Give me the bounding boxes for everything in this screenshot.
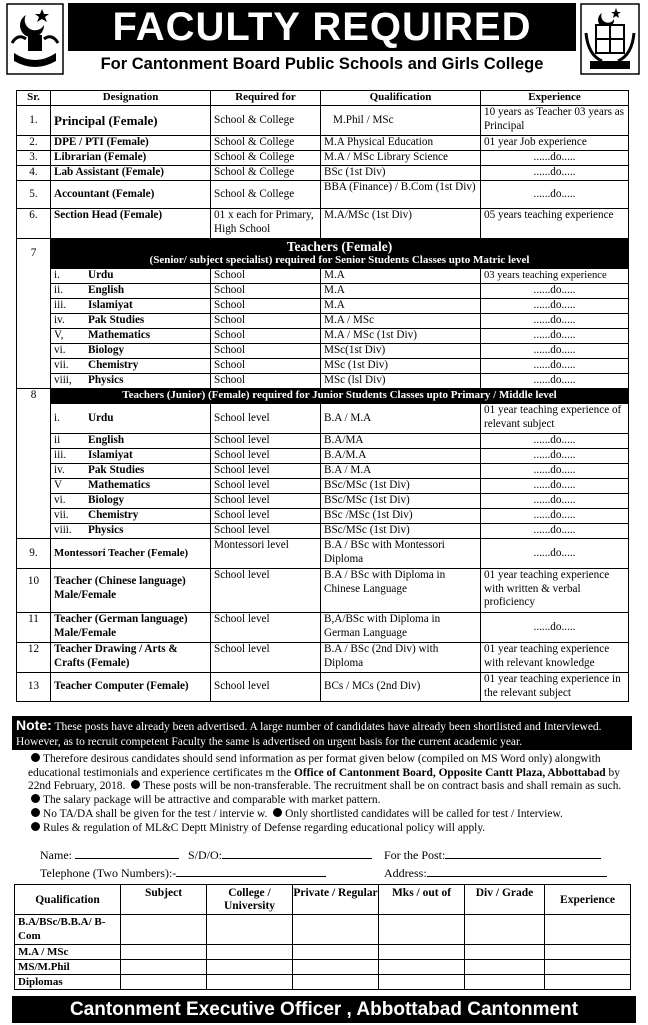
row-designation: Librarian (Female) bbox=[51, 151, 211, 166]
address-label: Address: bbox=[384, 866, 427, 880]
table-row bbox=[17, 209, 629, 239]
qual-cell[interactable] bbox=[545, 960, 631, 975]
subject-number: iii. bbox=[54, 449, 67, 461]
table-row bbox=[17, 464, 629, 479]
row-sr: 4. bbox=[17, 166, 51, 181]
qual-header-private-regular: Private / Regular bbox=[293, 885, 379, 915]
row-required-for: School level bbox=[211, 434, 321, 449]
qual-cell[interactable] bbox=[207, 945, 293, 960]
subject-number: iii. bbox=[54, 299, 67, 311]
qual-cell[interactable] bbox=[207, 960, 293, 975]
qual-cell[interactable] bbox=[465, 915, 545, 945]
row-qualification: BBA (Finance) / B.Com (1st Div) bbox=[321, 181, 481, 209]
table-row bbox=[17, 166, 629, 181]
row-qualification: B.A / BSc with Montessori Diploma bbox=[321, 539, 481, 569]
subject-cell bbox=[51, 359, 211, 374]
subject-number: iv. bbox=[54, 464, 65, 476]
row-qualification: M.A bbox=[321, 299, 481, 314]
row-designation: Montessori Teacher (Female) bbox=[51, 539, 211, 569]
subject-name: Chemistry bbox=[88, 359, 139, 371]
header-experience: Experience bbox=[481, 91, 629, 106]
subject-cell bbox=[51, 524, 211, 539]
note-label: Note: bbox=[16, 717, 52, 733]
row-experience: ......do..... bbox=[481, 464, 629, 479]
qual-row bbox=[15, 975, 631, 990]
bullet-icon bbox=[31, 822, 40, 831]
qual-header-qualification: Qualification bbox=[15, 885, 121, 915]
row-experience: ......do..... bbox=[481, 374, 629, 389]
row-experience: 03 years teaching experience bbox=[481, 269, 629, 284]
row-required-for: School bbox=[211, 329, 321, 344]
row-experience: ......do..... bbox=[481, 509, 629, 524]
qual-row-label: Diplomas bbox=[15, 975, 121, 990]
row-experience: ......do..... bbox=[481, 329, 629, 344]
name-field[interactable] bbox=[40, 848, 179, 863]
row-required-for: 01 x each for Primary, High School bbox=[211, 209, 321, 239]
row-qualification: M.A bbox=[321, 269, 481, 284]
qual-cell[interactable] bbox=[379, 915, 465, 945]
row-required-for: School & College bbox=[211, 166, 321, 181]
row-experience: ......do..... bbox=[481, 479, 629, 494]
subject-cell bbox=[51, 509, 211, 524]
row-experience: ......do..... bbox=[481, 166, 629, 181]
page-subtitle: For Cantonment Board Public Schools and Girls College bbox=[100, 55, 544, 73]
qual-cell[interactable] bbox=[293, 975, 379, 990]
office-address: Office of Cantonment Board, Opposite Cantt Plaza, Abbottabad bbox=[293, 766, 606, 779]
qual-cell[interactable] bbox=[465, 960, 545, 975]
row-sr: 6. bbox=[17, 209, 51, 239]
bullet-icon bbox=[31, 808, 40, 817]
subject-cell bbox=[51, 329, 211, 344]
instructions bbox=[28, 753, 628, 835]
subject-name: Islamiyat bbox=[88, 449, 133, 461]
page-title: FACULTY REQUIRED bbox=[68, 3, 576, 51]
row-qualification: B.A / BSc with Diploma in Chinese Language bbox=[321, 569, 481, 613]
row-qualification: M.Phil / MSc bbox=[321, 106, 481, 136]
subject-number: vii. bbox=[54, 359, 69, 371]
table-row bbox=[17, 106, 629, 136]
table-row bbox=[17, 613, 629, 643]
table-row bbox=[17, 673, 629, 702]
qual-cell[interactable] bbox=[121, 915, 207, 945]
table-row bbox=[17, 404, 629, 434]
note-box bbox=[12, 716, 632, 750]
qual-cell[interactable] bbox=[545, 945, 631, 960]
qualification-table bbox=[14, 884, 631, 990]
section-7-header bbox=[17, 239, 629, 269]
sdo-field[interactable] bbox=[188, 848, 372, 863]
table-row bbox=[17, 524, 629, 539]
qual-cell[interactable] bbox=[465, 975, 545, 990]
instruction-text: The salary package will be attractive and comparable with market pattern. bbox=[43, 794, 381, 807]
qual-cell[interactable] bbox=[121, 945, 207, 960]
instruction-text: Only shortlisted candidates will be called for test / Interview. bbox=[285, 807, 563, 820]
row-experience: 01 year teaching experience of relevant subject bbox=[481, 404, 629, 434]
subject-number: vii. bbox=[54, 509, 69, 521]
row-experience: ......do..... bbox=[481, 524, 629, 539]
row-sr: 5. bbox=[17, 181, 51, 209]
table-row bbox=[17, 284, 629, 299]
subject-number: viii, bbox=[54, 374, 72, 386]
row-experience: ......do..... bbox=[481, 284, 629, 299]
telephone-line[interactable] bbox=[176, 866, 326, 877]
row-sr: 8 bbox=[17, 389, 51, 539]
subject-cell bbox=[51, 494, 211, 509]
address-field[interactable] bbox=[384, 866, 607, 881]
bullet-icon bbox=[31, 753, 40, 762]
row-qualification: MSc (1st Div) bbox=[321, 359, 481, 374]
row-qualification: M.A/MSc (1st Div) bbox=[321, 209, 481, 239]
subject-number: iv. bbox=[54, 314, 65, 326]
table-row bbox=[17, 136, 629, 151]
subject-cell bbox=[51, 464, 211, 479]
row-experience: 01 year teaching experience with relevant knowledge bbox=[481, 643, 629, 673]
row-qualification: B.A / BSc (2nd Div) with Diploma bbox=[321, 643, 481, 673]
subject-number: i. bbox=[54, 269, 60, 281]
subject-number: vi. bbox=[54, 344, 66, 356]
row-required-for: School bbox=[211, 269, 321, 284]
subject-number: V bbox=[54, 479, 63, 491]
subject-cell bbox=[51, 404, 211, 434]
qual-cell[interactable] bbox=[379, 975, 465, 990]
table-row bbox=[17, 344, 629, 359]
row-required-for: School bbox=[211, 374, 321, 389]
row-designation: Accountant (Female) bbox=[51, 181, 211, 209]
table-row bbox=[17, 434, 629, 449]
row-required-for: School level bbox=[211, 479, 321, 494]
subject-cell bbox=[51, 374, 211, 389]
qual-header-experience: Experience bbox=[545, 885, 631, 915]
row-sr: 10 bbox=[17, 569, 51, 613]
subject-name: Islamiyat bbox=[88, 299, 133, 311]
table-row bbox=[17, 569, 629, 613]
row-required-for: School bbox=[211, 359, 321, 374]
row-experience: 10 years as Teacher 03 years as Principal bbox=[481, 106, 629, 136]
section-8-title bbox=[51, 389, 629, 404]
subject-name: Mathematics bbox=[88, 479, 151, 491]
row-experience: ......do..... bbox=[481, 344, 629, 359]
row-experience: 05 years teaching experience bbox=[481, 209, 629, 239]
subject-number: viii. bbox=[54, 524, 72, 536]
qual-row-label: M.A / MSc bbox=[15, 945, 121, 960]
subject-number: vi. bbox=[54, 494, 66, 506]
row-required-for: Montessori level bbox=[211, 539, 321, 569]
address-line[interactable] bbox=[427, 866, 607, 877]
row-required-for: School level bbox=[211, 643, 321, 673]
sdo-label: S/D/O: bbox=[188, 848, 223, 862]
section-7-title bbox=[51, 239, 629, 269]
header-designation: Designation bbox=[51, 91, 211, 106]
subject-cell bbox=[51, 314, 211, 329]
qual-header-row bbox=[15, 885, 631, 915]
subject-cell bbox=[51, 434, 211, 449]
table-row bbox=[17, 509, 629, 524]
qual-cell[interactable] bbox=[293, 960, 379, 975]
subject-number: V, bbox=[54, 329, 64, 341]
deadline-text: by 22nd February, 2018. bbox=[28, 766, 620, 793]
row-required-for: School bbox=[211, 344, 321, 359]
row-required-for: School & College bbox=[211, 106, 321, 136]
subject-cell bbox=[51, 344, 211, 359]
table-row bbox=[17, 329, 629, 344]
qual-cell[interactable] bbox=[465, 945, 545, 960]
subject-cell bbox=[51, 284, 211, 299]
subject-name: Urdu bbox=[88, 269, 114, 281]
row-experience: 01 year Job experience bbox=[481, 136, 629, 151]
row-sr: 9. bbox=[17, 539, 51, 569]
qual-header-marks: Mks / out of bbox=[379, 885, 465, 915]
table-row bbox=[17, 151, 629, 166]
row-qualification: BSc/MSc (1st Div) bbox=[321, 494, 481, 509]
row-qualification: BSc /MSc (1st Div) bbox=[321, 509, 481, 524]
qual-cell[interactable] bbox=[121, 975, 207, 990]
name-line[interactable] bbox=[75, 848, 179, 859]
row-required-for: School & College bbox=[211, 181, 321, 209]
subject-cell bbox=[51, 269, 211, 284]
qual-cell[interactable] bbox=[207, 915, 293, 945]
row-qualification: B.A / M.A bbox=[321, 464, 481, 479]
row-required-for: School bbox=[211, 314, 321, 329]
subject-cell bbox=[51, 479, 211, 494]
post-label: For the Post: bbox=[384, 848, 446, 862]
instruction-text: No TA/DA shall be given for the test / intervie w. bbox=[43, 807, 271, 820]
row-required-for: School level bbox=[211, 569, 321, 613]
subject-name: Urdu bbox=[88, 411, 114, 424]
row-experience: ......do..... bbox=[481, 359, 629, 374]
table-row bbox=[17, 643, 629, 673]
sdo-line[interactable] bbox=[222, 848, 372, 859]
qual-row-label: B.A/BSc/B.B.A/ B-Com bbox=[15, 915, 121, 945]
row-qualification: M.A bbox=[321, 284, 481, 299]
note-text: These posts have already been advertised. A large number of candidates have already been shortlisted and Interviewed. However, as to recruit competent Faculty the same is advertised on urgent basis for the current academic year. bbox=[16, 721, 602, 748]
row-qualification: MSc (lsl Div) bbox=[321, 374, 481, 389]
row-qualification: BSc/MSc (1st Div) bbox=[321, 524, 481, 539]
row-designation: Principal (Female) bbox=[51, 106, 211, 136]
row-sr: 7 bbox=[17, 239, 51, 389]
table-row bbox=[17, 359, 629, 374]
section-7-subheading: (Senior/ subject specialist) required for Senior Students Classes upto Matric level bbox=[149, 254, 530, 266]
row-designation: Teacher (German language) Male/Female bbox=[51, 613, 211, 643]
row-qualification: M.A / MSc Library Science bbox=[321, 151, 481, 166]
row-sr: 3. bbox=[17, 151, 51, 166]
row-required-for: School & College bbox=[211, 151, 321, 166]
post-field[interactable] bbox=[384, 848, 601, 863]
row-qualification: BSc/MSc (1st Div) bbox=[321, 479, 481, 494]
subject-name: Physics bbox=[88, 374, 124, 386]
subject-number: ii. bbox=[54, 284, 64, 296]
post-line[interactable] bbox=[445, 848, 601, 859]
row-experience: 01 year teaching experience with written & verbal proficiency bbox=[481, 569, 629, 613]
row-qualification: B.A/M.A bbox=[321, 449, 481, 464]
subject-name: English bbox=[88, 284, 125, 296]
qual-row-label: MS/M.Phil bbox=[15, 960, 121, 975]
header-sr: Sr. bbox=[17, 91, 51, 106]
row-required-for: School bbox=[211, 299, 321, 314]
header-required-for: Required for bbox=[211, 91, 321, 106]
bullet-icon bbox=[273, 808, 282, 817]
bullet-icon bbox=[131, 780, 140, 789]
state-emblem-icon bbox=[580, 3, 640, 75]
row-experience: ......do..... bbox=[481, 314, 629, 329]
row-designation: Section Head (Female) bbox=[51, 209, 211, 239]
row-experience: 01 year teaching experience in the relevant subject bbox=[481, 673, 629, 702]
header bbox=[0, 0, 648, 82]
subject-number: i. bbox=[54, 411, 60, 424]
section-8-header bbox=[17, 389, 629, 404]
subject-name: Pak Studies bbox=[88, 314, 145, 326]
subject-name: Pak Studies bbox=[88, 464, 145, 476]
subject-cell bbox=[51, 449, 211, 464]
table-row bbox=[17, 479, 629, 494]
instruction-text: Therefore desirous candidates should send information as per format given below (compiled on MS Word only) alongwith educational testimonials and experience certificates m the bbox=[28, 753, 601, 779]
table-row bbox=[17, 374, 629, 389]
footer-signature: Cantonment Executive Officer , Abbottabad Cantonment bbox=[12, 996, 636, 1023]
telephone-field[interactable] bbox=[40, 866, 326, 881]
instruction-text: Rules & regulation of ML&C Deptt Ministry of Defense regarding educational policy will apply. bbox=[43, 821, 486, 834]
row-qualification: B,A/BSc with Diploma in German Language bbox=[321, 613, 481, 643]
row-qualification: B.A/MA bbox=[321, 434, 481, 449]
row-required-for: School level bbox=[211, 673, 321, 702]
row-designation: Teacher Drawing / Arts & Crafts (Female) bbox=[51, 643, 211, 673]
qual-header-subject: Subject bbox=[121, 885, 207, 915]
subject-number: ii bbox=[54, 434, 61, 446]
header-qualification: Qualification bbox=[321, 91, 481, 106]
row-experience: ......do..... bbox=[481, 539, 629, 569]
qual-cell[interactable] bbox=[545, 915, 631, 945]
row-sr: 12 bbox=[17, 643, 51, 673]
row-experience: ......do..... bbox=[481, 181, 629, 209]
row-required-for: School bbox=[211, 284, 321, 299]
section-7-heading: Teachers (Female) bbox=[286, 239, 393, 254]
table-row bbox=[17, 314, 629, 329]
row-experience: ......do..... bbox=[481, 299, 629, 314]
subject-name: English bbox=[88, 434, 125, 446]
row-qualification: BCs / MCs (2nd Div) bbox=[321, 673, 481, 702]
qual-cell[interactable] bbox=[379, 945, 465, 960]
row-designation: Teacher Computer (Female) bbox=[51, 673, 211, 702]
positions-table bbox=[16, 90, 629, 702]
table-row bbox=[17, 181, 629, 209]
row-required-for: School & College bbox=[211, 136, 321, 151]
subject-name: Biology bbox=[88, 494, 125, 506]
subject-name: Mathematics bbox=[88, 329, 151, 341]
bullet-icon bbox=[31, 794, 40, 803]
row-qualification: B.A / M.A bbox=[321, 404, 481, 434]
row-required-for: School level bbox=[211, 524, 321, 539]
qual-cell[interactable] bbox=[379, 960, 465, 975]
subject-name: Chemistry bbox=[88, 509, 139, 521]
qual-cell[interactable] bbox=[121, 960, 207, 975]
qual-cell[interactable] bbox=[293, 945, 379, 960]
table-header-row bbox=[17, 91, 629, 106]
row-sr: 11 bbox=[17, 613, 51, 643]
subject-cell bbox=[51, 299, 211, 314]
row-sr: 13 bbox=[17, 673, 51, 702]
crescent-star-emblem-icon bbox=[6, 3, 64, 75]
telephone-label: Telephone (Two Numbers):- bbox=[40, 866, 177, 880]
qual-header-college: College / University bbox=[207, 885, 293, 915]
row-qualification: M.A / MSc (1st Div) bbox=[321, 329, 481, 344]
row-sr: 2. bbox=[17, 136, 51, 151]
row-required-for: School level bbox=[211, 404, 321, 434]
row-experience: ......do..... bbox=[481, 494, 629, 509]
row-qualification: BSc (1st Div) bbox=[321, 166, 481, 181]
row-sr: 1. bbox=[17, 106, 51, 136]
table-row bbox=[17, 269, 629, 284]
qual-row bbox=[15, 945, 631, 960]
row-designation: DPE / PTI (Female) bbox=[51, 136, 211, 151]
table-row bbox=[17, 494, 629, 509]
row-designation: Lab Assistant (Female) bbox=[51, 166, 211, 181]
row-experience: ......do..... bbox=[481, 449, 629, 464]
qual-row bbox=[15, 960, 631, 975]
row-qualification: MSc(1st Div) bbox=[321, 344, 481, 359]
row-designation: Teacher (Chinese language) Male/Female bbox=[51, 569, 211, 613]
name-label: Name: bbox=[40, 848, 72, 862]
row-qualification: M.A / MSc bbox=[321, 314, 481, 329]
row-experience: ......do..... bbox=[481, 151, 629, 166]
subject-name: Biology bbox=[88, 344, 125, 356]
table-row bbox=[17, 539, 629, 569]
row-required-for: School level bbox=[211, 464, 321, 479]
instruction-text: These posts will be non-transferable. The recruitment shall be on contract basis and shall remain as such. bbox=[143, 780, 622, 793]
row-experience: ......do..... bbox=[481, 434, 629, 449]
table-row bbox=[17, 299, 629, 314]
qual-cell[interactable] bbox=[545, 975, 631, 990]
row-qualification: M.A Physical Education bbox=[321, 136, 481, 151]
table-row bbox=[17, 449, 629, 464]
section-8-heading: Teachers (Junior) (Female) required for Junior Students Classes upto Primary / Middle level bbox=[122, 389, 557, 401]
row-required-for: School level bbox=[211, 509, 321, 524]
row-required-for: School level bbox=[211, 494, 321, 509]
qual-header-div-grade: Div / Grade bbox=[465, 885, 545, 915]
qual-cell[interactable] bbox=[207, 975, 293, 990]
row-required-for: School level bbox=[211, 613, 321, 643]
row-required-for: School level bbox=[211, 449, 321, 464]
qual-row bbox=[15, 915, 631, 945]
subject-name: Physics bbox=[88, 524, 124, 536]
row-experience: ......do..... bbox=[481, 613, 629, 643]
qual-cell[interactable] bbox=[293, 915, 379, 945]
